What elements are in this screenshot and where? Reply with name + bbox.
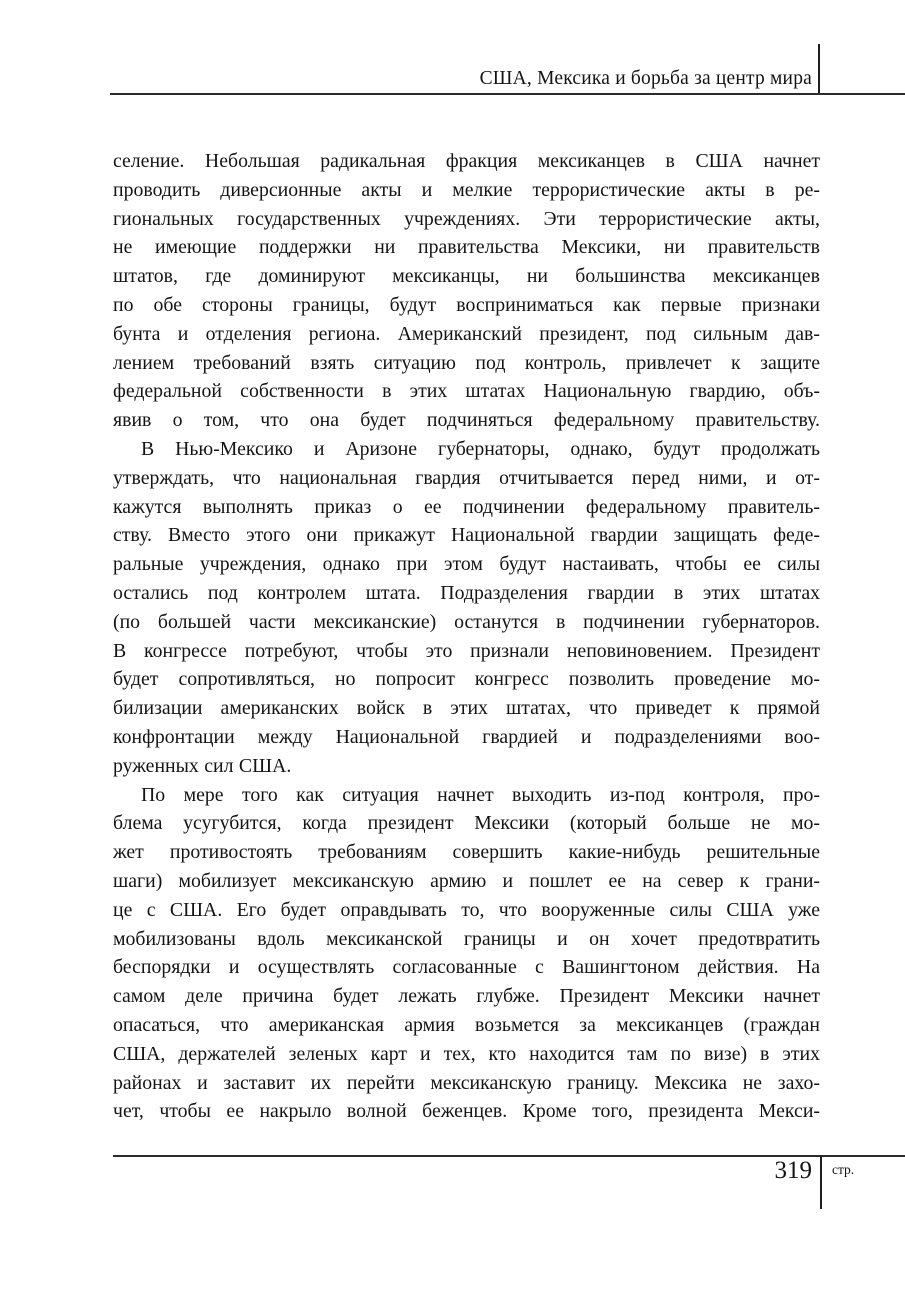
text-line: по обе стороны границы, будут восприниматься как первые признаки	[113, 293, 820, 316]
text-line: В конгрессе потребуют, чтобы это признали неповиновением. Президент	[113, 639, 820, 662]
header-vertical-divider	[818, 44, 820, 95]
text-line: селение. Небольшая радикальная фракция мексиканцев в США начнет	[113, 150, 820, 172]
text-line: ству. Вместо этого они прикажут Национальной гвардии защищать феде-	[113, 524, 820, 547]
text-line: не имеющие поддержки ни правительства Мексики, ни правительств	[113, 236, 820, 259]
text-line: кажутся выполнять приказ о ее подчинении федеральному правитель-	[113, 495, 820, 518]
page-number: 319	[774, 1157, 812, 1184]
running-head: США, Мексика и борьба за центр мира	[479, 68, 812, 89]
footer-vertical-divider	[820, 1156, 822, 1209]
text-line: явив о том, что она будет подчиняться федеральному правительству.	[113, 409, 820, 432]
text-line: шаги) мобилизует мексиканскую армию и пошлет ее на север к грани-	[113, 869, 820, 892]
text-line: це с США. Его будет оправдывать то, что вооруженные силы США уже	[113, 898, 820, 921]
paragraph	[113, 781, 820, 1127]
text-line: руженных сил США.	[113, 754, 292, 777]
text-line: жет противостоять требованиям совершить какие-нибудь решительные	[113, 841, 820, 864]
text-line: будет сопротивляться, но попросит конгресс позволить проведение мо-	[113, 668, 820, 691]
body-text	[113, 147, 820, 1126]
text-line: проводить диверсионные акты и мелкие террористические акты в ре-	[113, 178, 820, 201]
text-line: беспорядки и осуществлять согласованные с Вашингтоном действия. На	[113, 956, 820, 979]
text-line: конфронтации между Национальной гвардией и подразделениями воо-	[113, 725, 820, 748]
text-line: (по большей части мексиканские) останутся в подчинении губернаторов.	[113, 610, 820, 633]
text-line: мобилизованы вдоль мексиканской границы и он хочет предотвратить	[113, 927, 820, 950]
text-line: опасаться, что американская армия возьмется за мексиканцев (граждан	[113, 1013, 820, 1036]
text-line: США, держателей зеленых карт и тех, кто находится там по визе) в этих	[113, 1042, 820, 1065]
text-line: ральные учреждения, однако при этом будут настаивать, чтобы ее силы	[113, 553, 820, 576]
page-number-label: стр.	[832, 1162, 855, 1177]
text-line: блема усугубится, когда президент Мексики (который больше не мо-	[113, 812, 820, 835]
paragraph	[113, 435, 820, 781]
text-line: В Нью-Мексико и Аризоне губернаторы, однако, будут продолжать	[141, 437, 820, 460]
text-line: районах и заставит их перейти мексиканскую границу. Мексика не захо-	[113, 1071, 820, 1094]
text-line: гиональных государственных учреждениях. Эти террористические акты,	[113, 207, 820, 230]
text-line: остались под контролем штата. Подразделения гвардии в этих штатах	[113, 581, 820, 604]
text-line: штатов, где доминируют мексиканцы, ни большинства мексиканцев	[113, 265, 820, 288]
text-line: федеральной собственности в этих штатах Национальную гвардию, объ-	[113, 380, 820, 403]
text-line: утверждать, что национальная гвардия отчитывается перед ними, и от-	[113, 466, 820, 489]
text-line: бунта и отделения региона. Американский президент, под сильным дав-	[113, 322, 820, 345]
text-line: билизации американских войск в этих штатах, что приведет к прямой	[113, 697, 820, 720]
text-line: лением требований взять ситуацию под контроль, привлечет к защите	[113, 351, 820, 374]
text-line: По мере того как ситуация начнет выходить из-под контроля, про-	[141, 783, 820, 806]
paragraph	[113, 147, 820, 435]
text-line: самом деле причина будет лежать глубже. Президент Мексики начнет	[113, 985, 820, 1008]
header-rule	[110, 93, 905, 95]
text-line: чет, чтобы ее накрыло волной беженцев. Кроме того, президента Мекси-	[113, 1100, 820, 1123]
